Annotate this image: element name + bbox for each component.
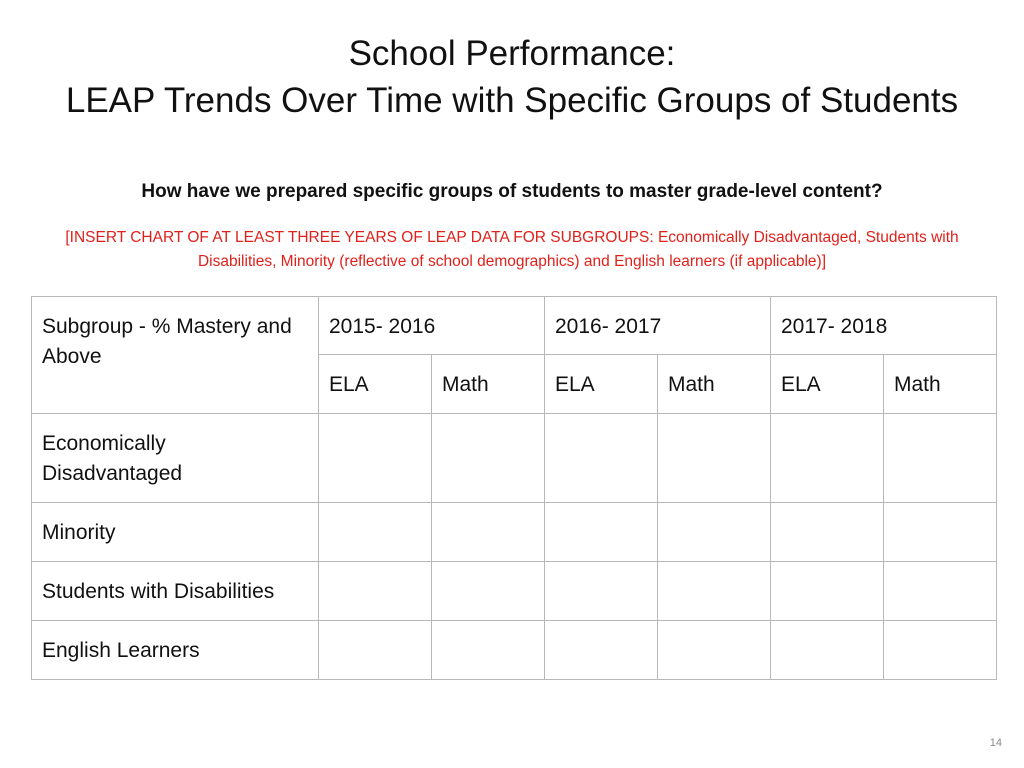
subject-header-math: Math [432,355,545,414]
data-cell [771,621,884,680]
data-cell [319,503,432,562]
data-cell [771,503,884,562]
data-cell [884,621,997,680]
table-header-row-years [32,297,997,355]
data-cell [884,503,997,562]
data-cell [884,414,997,503]
table-row [32,503,997,562]
data-cell [658,414,771,503]
subgroup-performance-table [31,296,997,680]
data-cell [432,562,545,621]
guiding-question: How have we prepared specific groups of students to master grade-level content? [141,181,883,202]
table-row [32,621,997,680]
data-cell [319,621,432,680]
year-header-2016-2017: 2016- 2017 [545,297,771,355]
data-cell [432,503,545,562]
data-cell [884,562,997,621]
slide-title-line-1: School Performance: [348,34,676,73]
data-cell [319,562,432,621]
data-cell [545,414,658,503]
year-header-2017-2018: 2017- 2018 [771,297,997,355]
data-cell [658,621,771,680]
row-label-english-learners: English Learners [32,621,319,680]
subject-header-ela: ELA [319,355,432,414]
subject-header-ela: ELA [545,355,658,414]
data-cell [545,562,658,621]
placeholder-instruction: [INSERT CHART OF AT LEAST THREE YEARS OF LEAP DATA FOR SUBGROUPS: Economically Disadvantaged, Students with Disabilities, Minority (reflective of school demographics) and English learners (if applicable)] [65,229,959,270]
data-cell [658,503,771,562]
table-row [32,414,997,503]
year-header-2015-2016: 2015- 2016 [319,297,545,355]
data-cell [771,562,884,621]
corner-header-cell: Subgroup - % Mastery and Above [32,297,319,414]
subject-header-ela: ELA [771,355,884,414]
page-number: 14 [989,737,1002,749]
subject-header-math: Math [658,355,771,414]
row-label-minority: Minority [32,503,319,562]
row-label-students-with-disabilities: Students with Disabilities [32,562,319,621]
data-cell [432,621,545,680]
data-cell [319,414,432,503]
data-cell [545,503,658,562]
data-cell [432,414,545,503]
slide-title [0,30,1024,124]
data-cell [771,414,884,503]
row-label-economically-disadvantaged: Economically Disadvantaged [32,414,319,503]
data-cell [545,621,658,680]
slide-title-line-2: LEAP Trends Over Time with Specific Groups of Students [65,81,959,120]
table-row [32,562,997,621]
subject-header-math: Math [884,355,997,414]
data-cell [658,562,771,621]
